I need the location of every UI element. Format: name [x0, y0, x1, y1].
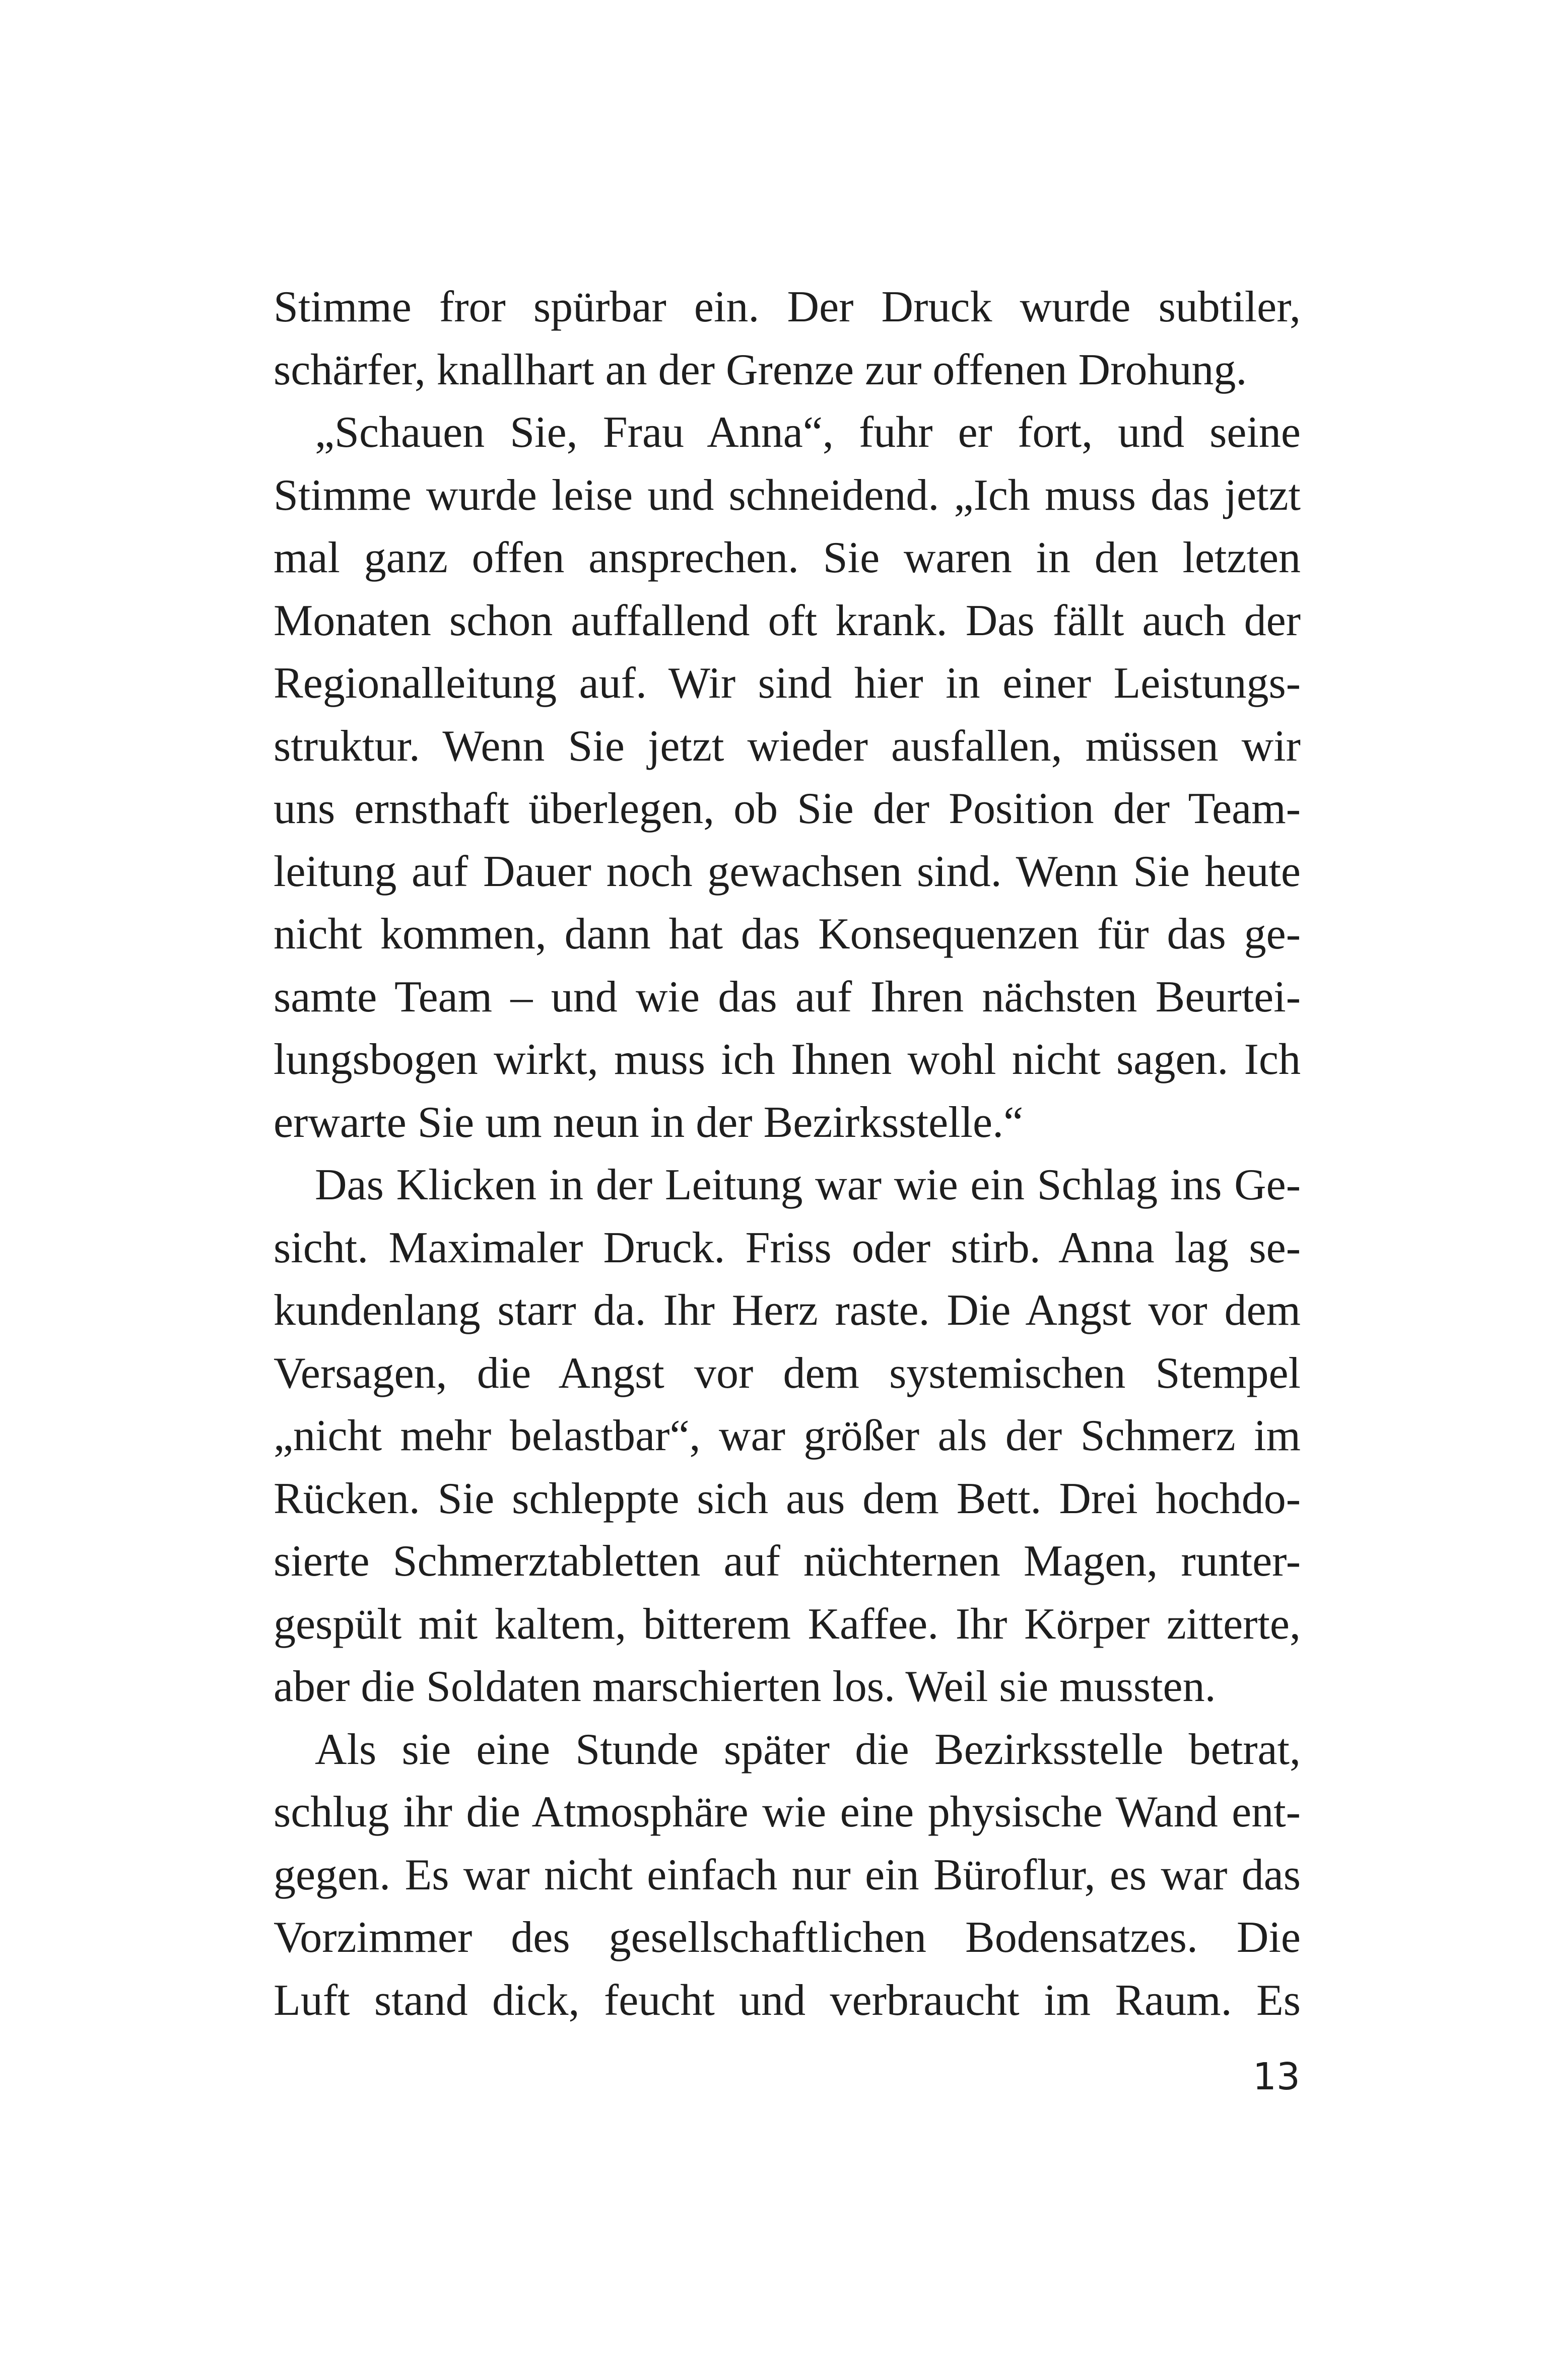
text-line: samte Team – und wie das auf Ihren nächsten Beurtei-: [274, 972, 1301, 1022]
text-line: Regionalleitung auf. Wir sind hier in einer Leistungs-: [274, 659, 1301, 708]
text-line: struktur. Wenn Sie jetzt wieder ausfallen, müssen wir: [274, 721, 1301, 771]
text-line: Als sie eine Stunde später die Bezirksstelle betrat,: [315, 1725, 1301, 1774]
text-line: Stimme wurde leise und schneidend. „Ich muss das jetzt: [274, 470, 1301, 520]
text-line: sicht. Maximaler Druck. Friss oder stirb. Anna lag se-: [274, 1223, 1301, 1272]
text-line: uns ernsthaft überlegen, ob Sie der Position der Team-: [274, 784, 1301, 833]
text-line: mal ganz offen ansprechen. Sie waren in den letzten: [274, 533, 1301, 582]
text-line: Rücken. Sie schleppte sich aus dem Bett. Drei hochdo-: [274, 1474, 1301, 1523]
text-line: „Schauen Sie, Frau Anna“, fuhr er fort, und seine: [315, 408, 1301, 457]
body-text: [274, 276, 1301, 2032]
text-line: erwarte Sie um neun in der Bezirksstelle.“: [274, 1098, 1024, 1147]
text-line: Monaten schon auffallend oft krank. Das fällt auch der: [274, 596, 1301, 645]
text-line: nicht kommen, dann hat das Konsequenzen für das ge-: [274, 910, 1301, 959]
paragraph: [274, 276, 1301, 401]
text-line: Versagen, die Angst vor dem systemischen Stempel: [274, 1348, 1301, 1398]
text-line: leitung auf Dauer noch gewachsen sind. Wenn Sie heute: [274, 847, 1301, 896]
text-line: kundenlang starr da. Ihr Herz raste. Die Angst vor dem: [274, 1286, 1301, 1335]
text-line: sierte Schmerztabletten auf nüchternen Magen, runter-: [274, 1537, 1301, 1586]
text-line: gegen. Es war nicht einfach nur ein Büroflur, es war das: [274, 1850, 1301, 1899]
text-line: Vorzimmer des gesellschaftlichen Bodensatzes. Die: [274, 1913, 1301, 1962]
text-line: schärfer, knallhart an der Grenze zur offenen Drohung.: [274, 345, 1247, 394]
text-line: Luft stand dick, feucht und verbraucht im Raum. Es: [274, 1976, 1301, 2025]
paragraph: [274, 401, 1301, 1154]
text-line: gespült mit kaltem, bitterem Kaffee. Ihr Körper zitterte,: [274, 1599, 1301, 1649]
text-line: „nicht mehr belastbar“, war größer als der Schmerz im: [274, 1411, 1301, 1460]
paragraph: [274, 1154, 1301, 1719]
text-line: Das Klicken in der Leitung war wie ein Schlag ins Ge-: [315, 1161, 1301, 1209]
text-line: aber die Soldaten marschierten los. Weil sie mussten.: [274, 1662, 1216, 1711]
text-line: schlug ihr die Atmosphäre wie eine physische Wand ent-: [274, 1788, 1301, 1837]
paragraph: [274, 1719, 1301, 2032]
text-line: lungsbogen wirkt, muss ich Ihnen wohl nicht sagen. Ich: [274, 1035, 1301, 1084]
text-line: Stimme fror spürbar ein. Der Druck wurde subtiler,: [274, 283, 1301, 331]
page-number: 13: [1252, 2055, 1300, 2098]
